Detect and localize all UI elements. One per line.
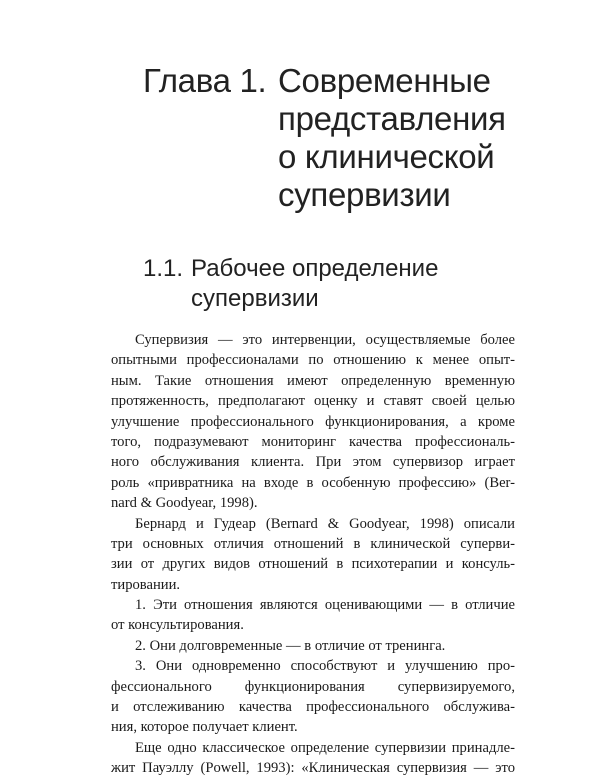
chapter-title-line: о клинической [278,138,495,175]
text-line: ным. Такие отношения имеют определенную временную [111,372,515,389]
text-line: и отслеживанию качества профессионального обслужива- [111,699,515,716]
section-title-line: супервизии [191,285,319,312]
chapter-title-line: Современные [278,62,491,99]
body-text [111,330,515,779]
text-line: тировании. [111,576,181,593]
text-line: роль «привратника на входе в особенную профессию» (Ber- [111,474,515,491]
text-line: протяженность, предполагают оценку и ставят своей целью [111,393,515,410]
text-line: nard & Goodyear, 1998). [111,495,258,512]
section-title-line: Рабочее определение [191,255,439,282]
chapter-label: Глава 1. [143,62,267,99]
list-item-1: 1. Эти отношения являются оценивающими — в отличие [135,597,515,614]
text-line: Бернард и Гудеар (Bernard & Goodyear, 1998) описали [135,515,515,532]
list-item-3: 3. Они одновременно способствуют и улучшению про- [135,658,515,675]
chapter-title-line: представления [278,100,506,137]
text-line: того, подразумевают мониторинг качества профессиональ- [111,433,515,450]
text-line: ного обслуживания клиента. При этом супервизор играет [111,454,515,471]
text-line: фессионального функционирования супервизируемого, [111,678,515,695]
text-line: от консультирования. [111,617,244,634]
text-line: Еще одно классическое определение супервизии принадле- [135,739,515,756]
list-item-2: 2. Они долговременные — в отличие от тренинга. [135,637,446,654]
section-number: 1.1. [143,255,184,282]
text-line: улучшение профессионального функционирования, а кроме [111,413,515,430]
text-line: опытными профессионалами по отношению к менее опыт- [111,352,515,369]
text-line: зии от других видов отношений в психотерапии и консуль- [111,556,515,573]
text-line: жит Пауэллу (Powell, 1993): «Клиническая супервизия — это [111,760,515,777]
text-line: Супервизия — это интервенции, осуществляемые более [135,332,515,348]
text-line: ния, которое получает клиент. [111,719,298,736]
text-line: три основных отличия отношений в клинической суперви- [111,535,515,552]
chapter-title-line: супервизии [278,176,451,213]
